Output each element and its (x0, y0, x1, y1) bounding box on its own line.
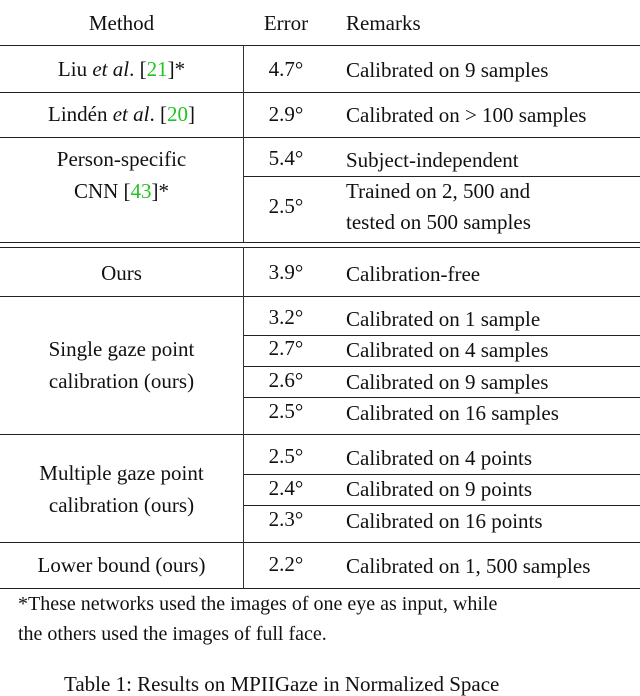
remark-text: Calibrated on > 100 samples (346, 103, 587, 127)
citation-link[interactable]: 21 (146, 57, 168, 81)
method-lower-bound: Lower bound (ours) (37, 553, 206, 577)
error-value: 2.7° (268, 336, 304, 360)
remark-text: Calibrated on 16 samples (346, 401, 559, 425)
double-rule-top (0, 242, 640, 243)
method-ours: Ours (101, 261, 142, 285)
citation-link[interactable]: 20 (166, 102, 188, 126)
error-value: 2.3° (268, 507, 304, 531)
error-value: 2.5° (268, 194, 304, 218)
method-liu: Liu et al. [21]* (57, 57, 186, 81)
error-value: 2.6° (268, 368, 304, 392)
remark-text: Calibrated on 9 samples (346, 58, 549, 82)
error-value: 4.7° (268, 57, 304, 81)
row-rule (0, 137, 640, 138)
error-value: 2.9° (268, 102, 304, 126)
remark-text: Calibrated on 9 samples (346, 370, 549, 394)
remark-text: Subject-independent (346, 148, 519, 172)
subrow-rule (243, 505, 640, 506)
row-rule (0, 542, 640, 543)
error-value: 3.2° (268, 305, 304, 329)
header-method: Method (88, 11, 155, 35)
method-linden: Lindén et al. [20] (48, 102, 195, 126)
citation-link[interactable]: 43 (130, 179, 152, 203)
row-rule (0, 92, 640, 93)
error-value: 2.2° (268, 552, 304, 576)
remark-text: Calibrated on 9 points (346, 477, 533, 501)
remark-text: tested on 500 samples (346, 210, 531, 234)
row-rule (0, 296, 640, 297)
header-remarks: Remarks (346, 11, 421, 35)
table-bottom-rule (0, 588, 640, 589)
method-person-specific-line1: Person-specific (56, 147, 187, 171)
method-single-line1: Single gaze point (48, 337, 195, 361)
table-footnote-line1: *These networks used the images of one eye as input, while (18, 593, 498, 615)
remark-text: Calibrated on 4 points (346, 446, 533, 470)
subrow-rule (243, 474, 640, 475)
remark-text: Trained on 2, 500 and (346, 179, 531, 203)
header-rule (0, 45, 640, 46)
table-caption: Table 1: Results on MPIIGaze in Normalized Space (64, 672, 500, 696)
subrow-rule (243, 176, 640, 177)
error-value: 5.4° (268, 146, 304, 170)
method-multiple-line2: calibration (ours) (48, 493, 195, 517)
error-value: 3.9° (268, 260, 304, 284)
double-rule-bottom (0, 247, 640, 248)
remark-text: Calibrated on 4 samples (346, 338, 549, 362)
remark-text: Calibrated on 1, 500 samples (346, 554, 591, 578)
subrow-rule (243, 397, 640, 398)
method-single-line2: calibration (ours) (48, 369, 195, 393)
row-rule (0, 434, 640, 435)
subrow-rule (243, 366, 640, 367)
remark-text: Calibrated on 1 sample (346, 307, 541, 331)
remark-text: Calibrated on 16 points (346, 509, 543, 533)
error-value: 2.4° (268, 476, 304, 500)
table-footnote-line2: the others used the images of full face. (18, 623, 327, 645)
method-person-specific-line2: CNN [43]* (73, 179, 170, 203)
method-multiple-line1: Multiple gaze point (39, 461, 204, 485)
remark-text: Calibration-free (346, 262, 481, 286)
error-value: 2.5° (268, 444, 304, 468)
error-value: 2.5° (268, 399, 304, 423)
header-error: Error (263, 11, 309, 35)
